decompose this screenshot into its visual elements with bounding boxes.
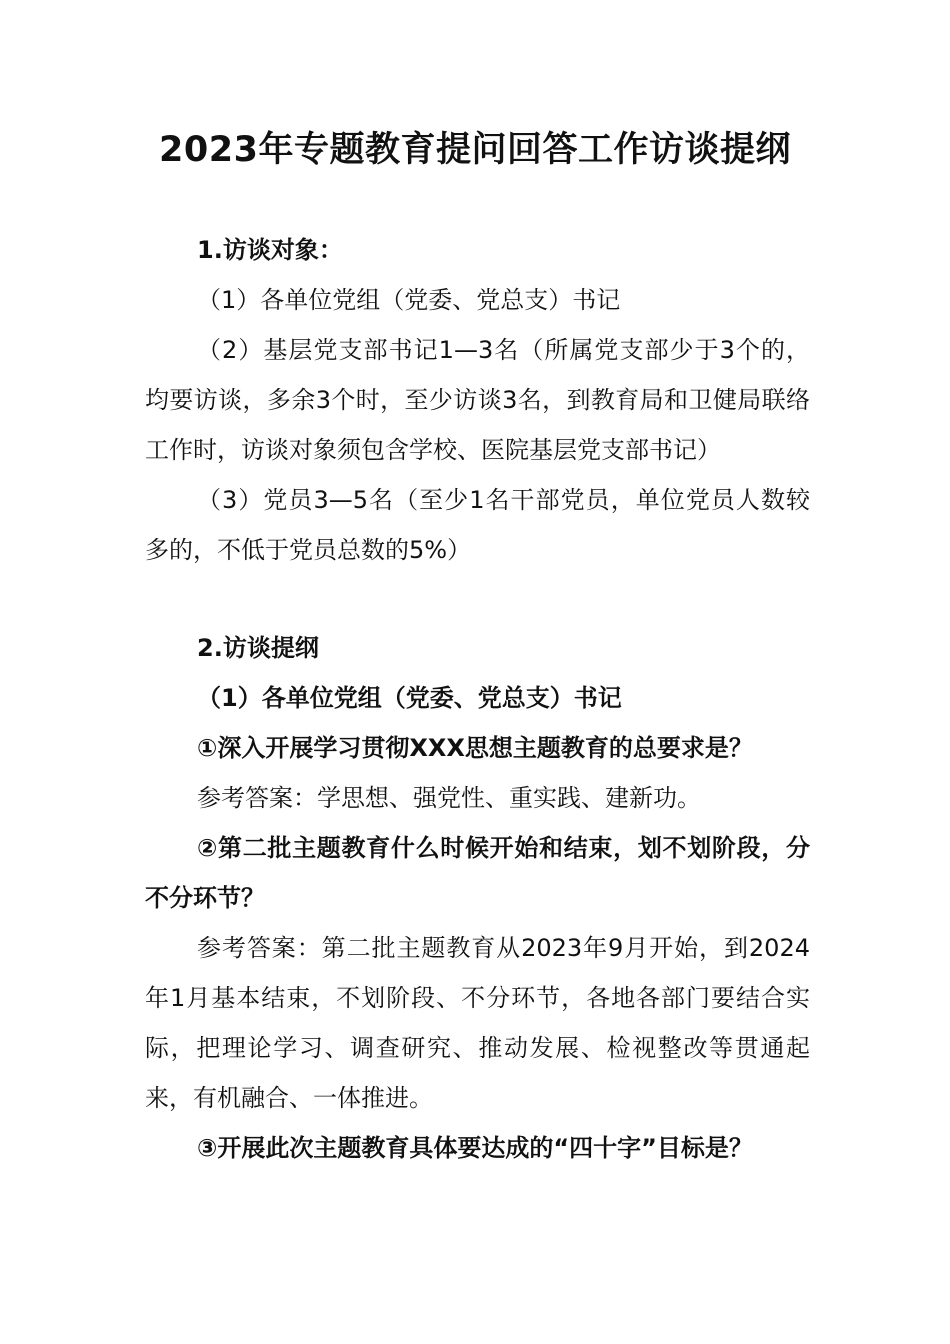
answer-2: 参考答案：第二批主题教育从2023年9月开始，到2024年1月基本结束，不划阶段、不分环节，各地各部门要结合实际，把理论学习、调查研究、推动发展、检视整改等贯通起来，有机融合、一体推进。 <box>145 934 810 1112</box>
question-3: ③开展此次主题教育具体要达成的“四十字”目标是？ <box>197 1134 753 1162</box>
interview-target-item-3: （3）党员3—5名（至少1名干部党员，单位党员人数较多的，不低于党员总数的5%） <box>145 486 810 564</box>
question-1: ①深入开展学习贯彻XXX思想主题教育的总要求是？ <box>197 734 753 762</box>
section-2-heading: 2.访谈提纲 <box>197 634 319 662</box>
interview-target-item-1: （1）各单位党组（党委、党总支）书记 <box>197 286 621 314</box>
section-2-subheading: （1）各单位党组（党委、党总支）书记 <box>197 684 622 712</box>
section-1-heading: 1.访谈对象： <box>197 236 343 264</box>
document-body <box>145 225 810 1173</box>
section-spacer <box>145 575 810 623</box>
document-title: 2023年专题教育提问回答工作访谈提纲 <box>159 130 791 170</box>
answer-1: 参考答案：学思想、强党性、重实践、建新功。 <box>197 784 701 812</box>
interview-target-item-2: （2）基层党支部书记1—3名（所属党支部少于3个的，均要访谈，多余3个时，至少访谈3名，到教育局和卫健局联络工作时，访谈对象须包含学校、医院基层党支部书记） <box>145 336 810 464</box>
question-2: ②第二批主题教育什么时候开始和结束，划不划阶段，分不分环节？ <box>145 834 810 912</box>
